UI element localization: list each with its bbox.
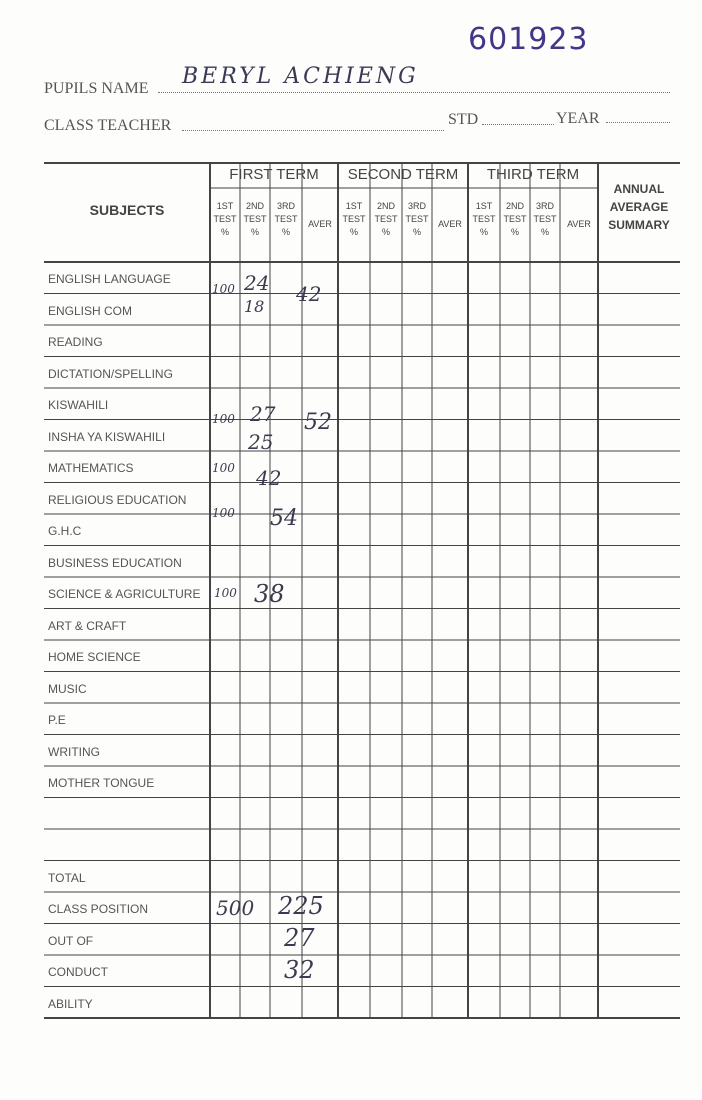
test-header: 2ND TEST % <box>374 201 398 237</box>
out-of-value: 32 <box>284 956 315 984</box>
science-score: 38 <box>254 580 285 608</box>
document-number: 601923 <box>468 22 589 57</box>
annual-average-header: ANNUAL AVERAGE SUMMARY <box>608 182 670 232</box>
mathematics-score: 42 <box>256 466 282 490</box>
subject-row-label: BUSINESS EDUCATION <box>48 555 182 570</box>
test-header: 1ST TEST % <box>342 201 366 237</box>
subject-row-label: CONDUCT <box>48 965 108 979</box>
aver-header: AVER <box>567 219 591 229</box>
kiswahili-total: 52 <box>304 410 332 435</box>
insha-score: 25 <box>248 430 274 454</box>
subject-row-label: ABILITY <box>48 996 93 1011</box>
class-position-value: 27 <box>284 924 315 952</box>
class-teacher-label: CLASS TEACHER <box>44 117 172 134</box>
english-com-score: 18 <box>244 297 265 316</box>
english-language-out-of: 100 <box>212 282 235 296</box>
subjects-header: SUBJECTS <box>89 202 165 218</box>
subject-row-label: ART & CRAFT <box>48 618 127 633</box>
subject-row-label: TOTAL <box>48 870 86 885</box>
aver-header: AVER <box>308 219 332 229</box>
test-header: 2ND TEST % <box>243 201 267 237</box>
subject-row-label: ENGLISH LANGUAGE <box>48 272 171 286</box>
test-header: 1ST TEST % <box>213 201 237 237</box>
subject-row-label: MUSIC <box>48 681 87 696</box>
subject-row-label: OUT OF <box>48 933 94 948</box>
subject-row-label: KISWAHILI <box>48 398 109 412</box>
subject-row-label: READING <box>48 335 103 349</box>
term-header: THIRD TERM <box>486 166 580 183</box>
kiswahili-out-of: 100 <box>212 412 235 426</box>
aver-header: AVER <box>438 219 462 229</box>
subject-row-label: DICTATION/SPELLING <box>48 366 173 381</box>
total-out-of: 500 <box>216 896 255 920</box>
english-language-score: 24 <box>244 271 270 295</box>
subject-row-label: CLASS POSITION <box>48 902 149 916</box>
total-score: 225 <box>278 892 324 920</box>
ghc-score: 54 <box>270 506 298 531</box>
kiswahili-score: 27 <box>250 402 276 426</box>
test-header: 1ST TEST % <box>472 201 496 237</box>
subject-row-label: INSHA YA KISWAHILI <box>48 429 166 444</box>
mathematics-out-of: 100 <box>212 461 235 475</box>
test-header: 3RD TEST % <box>274 201 298 237</box>
subject-row-label: P.E <box>48 713 66 727</box>
std-label: STD <box>448 111 479 128</box>
subject-row-label: MATHEMATICS <box>48 461 134 475</box>
religious-education-out-of: 100 <box>212 506 235 520</box>
pupils-name-label: PUPILS NAME <box>44 80 149 97</box>
test-header: 2ND TEST % <box>503 201 527 237</box>
test-header: 3RD TEST % <box>405 201 429 237</box>
subject-row-label: HOME SCIENCE <box>48 650 141 664</box>
test-header: 3RD TEST % <box>533 201 557 237</box>
subject-row-label: RELIGIOUS EDUCATION <box>48 492 187 507</box>
subject-row-label: SCIENCE & AGRICULTURE <box>48 587 201 601</box>
science-out-of: 100 <box>214 586 237 600</box>
subject-row-label: WRITING <box>48 744 100 759</box>
subject-row-label: G.H.C <box>48 524 82 538</box>
subject-row-label: MOTHER TONGUE <box>48 776 155 790</box>
term-header: FIRST TERM <box>229 166 319 183</box>
year-label: YEAR <box>556 110 600 127</box>
english-total: 42 <box>296 282 322 306</box>
term-header: SECOND TERM <box>347 166 459 183</box>
pupils-name-value: BERYL ACHIENG <box>182 64 419 89</box>
subject-row-label: ENGLISH COM <box>48 303 133 318</box>
